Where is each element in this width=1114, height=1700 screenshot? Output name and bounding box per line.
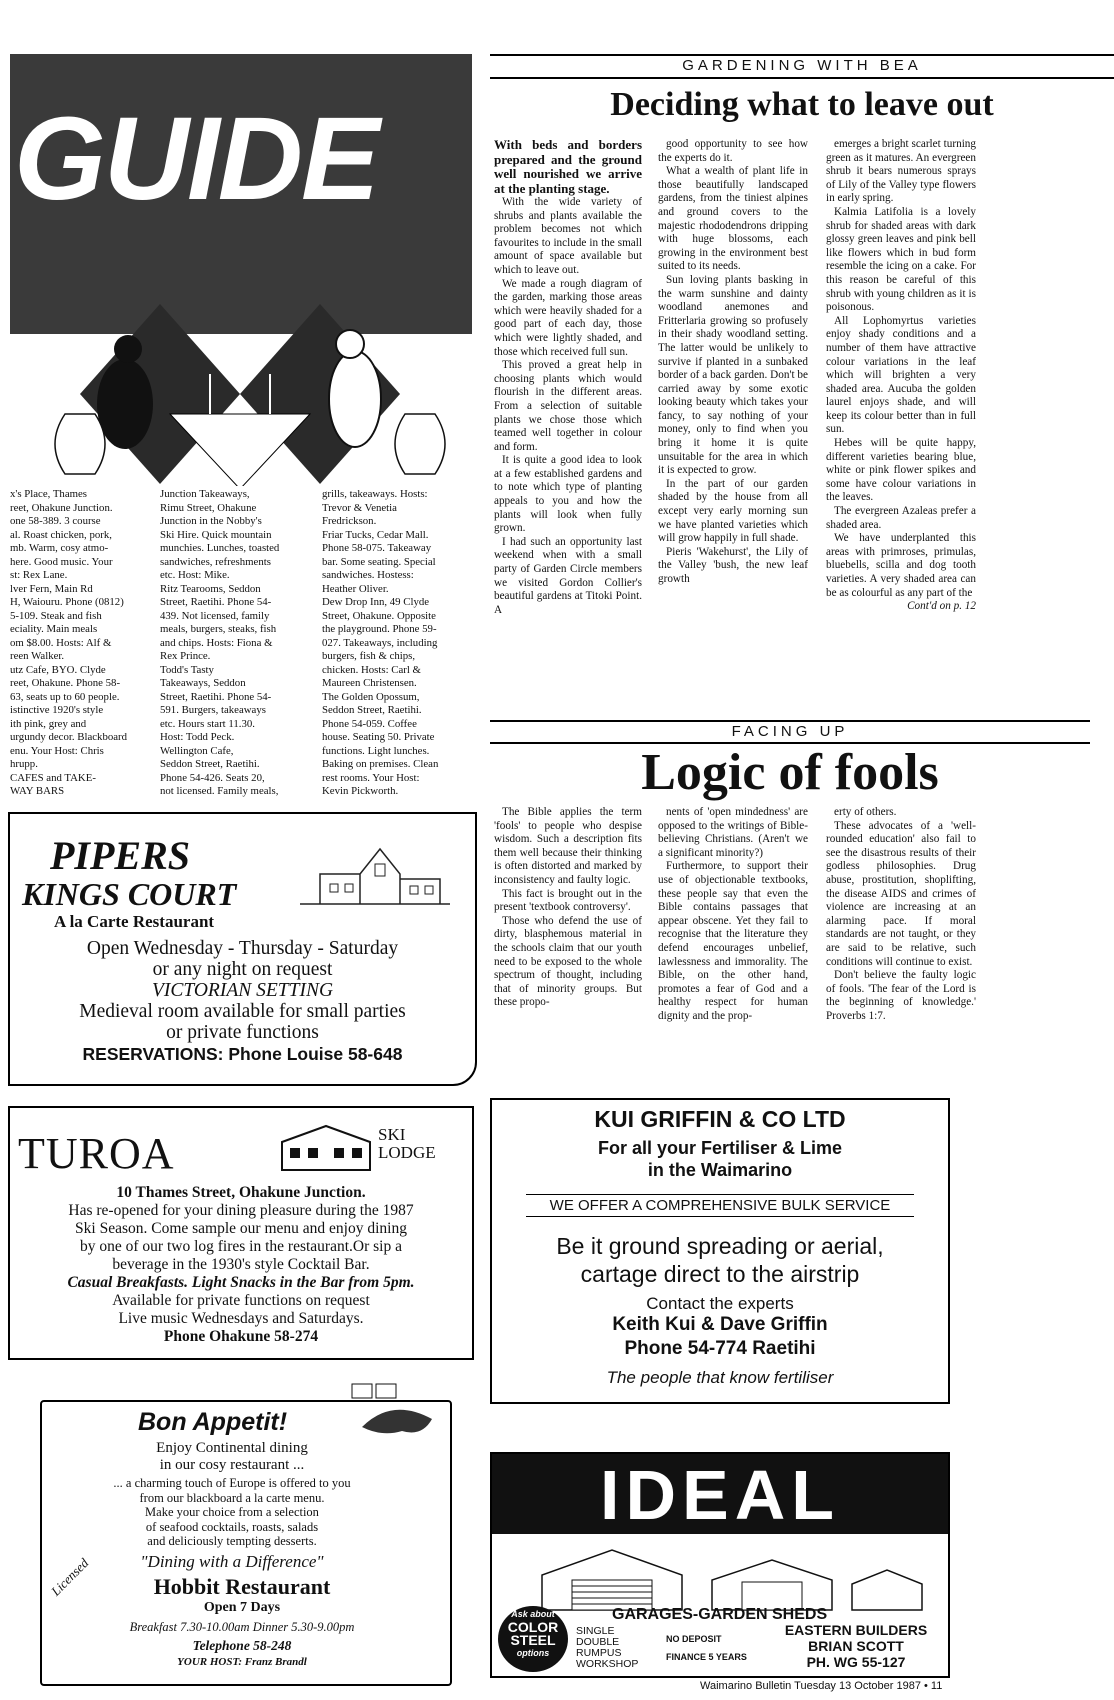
rule — [490, 54, 1114, 56]
guide-listing-line: 439. Not licensed, family — [160, 609, 270, 622]
facing-paragraph: Those who defend the use of dirty, blasphemous material in the schools claim that our youth need to be exposed to the whole spectrum of thought, including that of minority groups. But these propo- — [494, 914, 642, 1009]
guide-listing-line: Junction Takeaways, — [160, 488, 250, 500]
kui-name: KUI GRIFFIN & CO LTD — [594, 1106, 846, 1132]
pipers-line: VICTORIAN SETTING — [151, 980, 334, 1001]
guide-listing-line: Wellington Cafe, — [160, 744, 234, 757]
turoa-avail: Live music Wednesdays and Saturdays. — [118, 1310, 364, 1327]
guide-listing-line: CAFES and TAKE- — [10, 771, 96, 784]
ideal-finance: FINANCE 5 YEARS — [666, 1652, 747, 1662]
hobbit-heading: Bon Appetit! — [138, 1408, 288, 1436]
continued-note: Cont'd on p. 12 — [907, 600, 976, 613]
kui-names: Keith Kui & Dave Griffin — [612, 1314, 828, 1335]
gardening-paragraph: All Lophomyrtus varieties enjoy shady conditions and a number of them have attractive colour variations in the leaf which will brighten a very shaded area. Aucuba the golden laurel enjoys shade, and will keep its colour better than in full sun. — [826, 314, 976, 436]
facing-paragraph: Don't believe the faulty logic of fools. 'The fear of the Lord is the beginning of knowledge.' Proverbs 1:7. — [826, 969, 976, 1022]
guide-listing-line: al. Roast chicken, pork, — [10, 528, 112, 541]
pipers-line: Medieval room available for small parties — [79, 1001, 406, 1022]
gardening-paragraph: What a wealth of plant life in those beautifully landscaped gardens, from the tiniest alpines and ground covers to the majestic rhododendrons dripping with huge blossoms, each growing in the environment best suited to its needs. — [658, 165, 808, 273]
guide-listing-line: Friar Tucks, Cedar Mall. — [322, 528, 429, 541]
guide-listing-line: Phone 58-075. Takeaway — [322, 542, 432, 554]
gardening-paragraph: I had such an opportunity last weekend when with a small party of Garden Circle members we visited Gordon Collier's beautiful gardens at Titoki Point. A — [494, 535, 642, 616]
turoa-body-line: Has re-opened for your dining pleasure during the 1987 — [68, 1202, 414, 1219]
guide-listing-line: eciality. Main meals — [10, 623, 98, 635]
kui-slogan: The people that know fertiliser — [606, 1368, 834, 1387]
turoa-phone: Phone Ohakune 58-274 — [163, 1328, 319, 1345]
guide-listing-line: 027. Takeaways, including — [322, 636, 438, 649]
guide-listing-line: reet, Ohakune. Phone 58- — [10, 677, 121, 689]
guide-listing-line: and chips. Hosts: Fiona & — [160, 636, 273, 649]
guide-listing-line: Phone 54-426. Seats 20, — [160, 771, 265, 784]
guide-listing-line: 63, seats up to 60 people. — [10, 690, 120, 703]
guide-listing-line: utz Cafe, BYO. Clyde — [10, 663, 106, 676]
kings-court-name: KINGS COURT — [22, 876, 237, 912]
hobbit-name: Hobbit Restaurant — [153, 1574, 331, 1599]
ideal-ad — [490, 1452, 950, 1678]
rule — [490, 77, 1114, 79]
gardening-col-3 — [826, 138, 976, 614]
guide-listing-line: WAY BARS — [10, 785, 65, 797]
guide-listing-line: munchies. Lunches, toasted — [160, 542, 280, 554]
guide-listing-line: Rimu Street, Ohakune — [160, 501, 257, 514]
dining-illustration — [10, 264, 472, 486]
pipers-line: Open Wednesday - Thursday - Saturday — [86, 938, 399, 959]
facing-col-2 — [658, 806, 808, 1024]
gardening-col-1 — [494, 138, 642, 617]
turoa-name: TUROA — [18, 1129, 175, 1178]
turoa-address: 10 Thames Street, Ohakune Junction. — [116, 1184, 366, 1201]
hobbit-ad — [40, 1400, 452, 1686]
kui-sub: For all your Fertiliser & Lime — [597, 1138, 843, 1158]
gardening-paragraph: Sun loving plants basking in the warm sunshine and dainty woodland anemones and Fritterlaria growing so profusely in their shady woodland setting. The latter would be unlikely to survive if planted in a sunbaked border of a back garden. Don't be carried away by some exotic looking beauty which takes your fancy, to say nothing of your money, only to find when you bring it home it is quite unsuitable for the area in which it is expected to grow. — [658, 273, 808, 477]
guide-listing-line: Street, Raetihi. Phone 54- — [160, 690, 272, 703]
guide-listing-line: st: Rex Lane. — [10, 569, 68, 581]
facing-col-3 — [826, 806, 976, 1024]
guide-listing-line: reen Walker. — [10, 650, 65, 662]
lead: With beds and borders prepared and the ground well nourished we arrive at the planting stage. — [494, 137, 642, 196]
guide-listing-line: 591. Burgers, takeaways — [160, 704, 266, 716]
section-heading-gardening: GARDENING WITH BEA — [682, 57, 922, 74]
guide-listing-line: functions. Light lunches. — [322, 744, 430, 757]
guide-listing-line: Kevin Pickworth. — [322, 785, 399, 797]
badge-text: STEEL — [510, 1632, 556, 1648]
guide-listing-line: here. Good music. Your — [10, 555, 113, 568]
gardening-paragraph: We made a rough diagram of the garden, marking those areas which were heavily shaded for a good part of each day, those which were lightly shaded, and those which received full sun. — [494, 277, 642, 358]
lodge-icon — [278, 1122, 374, 1172]
guide-listing-line: istinctive 1920's style — [10, 704, 104, 716]
rule — [490, 720, 1090, 722]
guide-title: GUIDE — [14, 93, 378, 225]
guide-listing-line: urgundy decor. Blackboard — [10, 731, 128, 743]
ideal-type: RUMPUS — [576, 1647, 622, 1659]
facing-paragraph: erty of others. — [834, 806, 897, 818]
guide-listing-line: ith pink, grey and — [10, 717, 87, 730]
kui-sub: in the Waimarino — [647, 1160, 793, 1180]
kui-big-line: cartage direct to the airstrip — [580, 1261, 860, 1287]
gardening-col-2 — [658, 138, 808, 587]
gardening-paragraph: good opportunity to see how the experts do it. — [658, 138, 808, 164]
guide-listing-line: x's Place, Thames — [10, 488, 88, 500]
hobbit-line: and deliciously tempting desserts. — [147, 1534, 317, 1548]
gardening-paragraph: Pieris 'Wakehurst', the Lily of the Valley 'bush, the new leaf growth — [658, 545, 808, 585]
hobbit-line: Enjoy Continental dining — [156, 1440, 308, 1456]
guide-listing-line: Seddon Street, Raetihi. — [322, 704, 422, 716]
kui-griffin-ad — [490, 1098, 950, 1404]
guide-listing-line: Seddon Street, Raetihi. — [160, 758, 260, 770]
facing-paragraph: Furthermore, to support their use of objectionable textbooks, these people say that even the Bible contains passages that appear obscene. Yet they fail to recognise that the literature they defend encourages unbelief, lawlessness and immorality. The Bible, on the other hand, promotes a fear of God and a healthy respect for human dignity and the prop- — [658, 860, 808, 1022]
hobbit-line: in our cosy restaurant ... — [159, 1457, 305, 1473]
guide-listing-line: Ski Hire. Quick mountain — [160, 528, 272, 541]
pipers-sub: A la Carte Restaurant — [54, 912, 215, 931]
ideal-builders: EASTERN BUILDERS — [784, 1622, 928, 1638]
guide-listing-line: etc. Host: Mike. — [160, 569, 230, 581]
guide-listing-line: Fredrickson. — [322, 515, 377, 527]
guide-listing-line: one 58-389. 3 course — [10, 515, 101, 527]
guide-listing-line: rest rooms. Your Host: — [322, 771, 420, 784]
guide-listing-line: Takeaways, Seddon — [160, 677, 246, 689]
guide-listing-line: house. Seating 50. Private — [322, 731, 435, 743]
guide-listing-col-1 — [10, 488, 145, 799]
licensed-mark: Licensed — [48, 1555, 92, 1599]
hobbit-line: ... a charming touch of Europe is offered to you — [113, 1476, 351, 1490]
ideal-garages: GARAGES-GARDEN SHEDS — [612, 1606, 828, 1623]
guide-listing-line: Rex Prince. — [160, 650, 211, 662]
hobbit-host: YOUR HOST: Franz Brandl — [177, 1656, 307, 1668]
guide-listing-line: enu. Your Host: Chris — [10, 744, 104, 757]
kui-phone: Phone 54-774 Raetihi — [624, 1338, 816, 1359]
facing-paragraph: The Bible applies the term 'fools' to people who despise wisdom. Such a description fits them well because their thinking is often distorted and marked by inconsistency and faulty logic. — [494, 806, 642, 886]
badge-text: COLOR — [507, 1619, 559, 1635]
facing-paragraph: nents of 'open mindedness' are opposed to the writings of Bible-believing Christians. (Aren't we a significant minority?) — [658, 806, 808, 859]
turoa-avail: Available for private functions on request — [112, 1292, 370, 1309]
guide-banner — [10, 54, 472, 486]
ideal-type: SINGLE — [576, 1625, 615, 1637]
turoa-ad — [8, 1106, 474, 1360]
guide-listing-line: Trevor & Venetia — [322, 501, 397, 514]
gardening-paragraph: emerges a bright scarlet turning green as it matures. An evergreen shrub it bears numerous sprays of Lily of the Valley type flowers in early spring. — [826, 138, 976, 205]
guide-listing-line: mb. Warm, cosy atmo- — [10, 542, 109, 554]
croissant-icon — [342, 1382, 447, 1442]
guide-listing-line: not licensed. Family meals, — [160, 785, 279, 797]
badge-text: options — [516, 1648, 550, 1658]
turoa-ski: SKI — [378, 1125, 406, 1144]
kui-big-line: Be it ground spreading or aerial, — [556, 1233, 884, 1259]
ideal-logo: IDEAL — [600, 1456, 840, 1534]
hobbit-phone: Telephone 58-248 — [192, 1638, 292, 1653]
pipers-ad — [8, 812, 477, 1086]
hobbit-slogan: "Dining with a Difference" — [140, 1552, 324, 1571]
guide-listing-line: burgers, fish & chips, — [322, 650, 416, 662]
guide-listing-line: The Golden Opossum, — [322, 690, 420, 703]
guide-listing-col-2 — [160, 488, 300, 799]
guide-listing-line: meals, burgers, steaks, fish — [160, 623, 277, 635]
guide-listing-line: Phone 54-059. Coffee — [322, 717, 417, 730]
gardening-paragraph: This proved a great help in choosing plants which would flourish in the different areas. From a selection of suitable plants we chose those which teamed well together in colour and form. — [494, 359, 642, 453]
gardening-paragraph: It is quite a good idea to look at a few established gardens and to note which type of planting appeals to you and how the plants will look when fully grown. — [494, 454, 642, 535]
turoa-body-line: beverage in the 1930's style Cocktail Bar. — [112, 1256, 370, 1273]
guide-listing-line: Baking on premises. Clean — [322, 758, 439, 770]
article-title-gardening: Deciding what to leave out — [610, 86, 994, 123]
guide-listing-line: the playground. Phone 59- — [322, 623, 437, 635]
turoa-body-line: by one of our two log fires in the restaurant.Or sip a — [80, 1238, 402, 1255]
pipers-name: PIPERS — [50, 833, 191, 878]
guide-listing-line: grills, takeaways. Hosts: — [322, 488, 428, 500]
guide-listing-line: Street, Ohakune. Opposite — [322, 609, 436, 622]
guide-listing-line: etc. Hours start 11.30. — [160, 717, 255, 730]
guide-listing-line: reet, Ohakune Junction. — [10, 501, 113, 514]
turoa-casual: Casual Breakfasts. Light Snacks in the Bar from 5pm. — [67, 1274, 415, 1291]
gardening-paragraph: With the wide variety of shrubs and plants available the problem becomes not which favourites to include in the small amount of space available but which to leave out. — [494, 196, 642, 276]
hobbit-line: from our blackboard a la carte menu. — [139, 1490, 325, 1505]
gardening-paragraph: Kalmia Latifolia is a lovely shrub for shaded areas with dark glossy green leaves and pink bell like flowers which in bud form resemble the icing on a cake. For this reason be careful of this shrub with young children as it is poisonous. — [826, 205, 976, 314]
badge-text: Ask about — [511, 1609, 555, 1619]
pipers-line: or any night on request — [152, 959, 333, 980]
guide-listing-line: sandwiches. Hostess: — [322, 569, 414, 581]
gardening-paragraph: Hebes will be quite happy, different varieties bearing blue, white or pink flower spikes and some have colour variations in the leaves. — [826, 437, 976, 504]
guide-listing-line: H, Waiouru. Phone (0812) — [10, 596, 124, 608]
guide-listing-line: Junction in the Nobby's — [160, 515, 262, 527]
ideal-type: WORKSHOP — [576, 1658, 639, 1670]
pipers-reservations: RESERVATIONS: Phone Louise 58-648 — [82, 1044, 403, 1064]
ideal-deposit: NO DEPOSIT — [666, 1634, 722, 1644]
hobbit-open: Open 7 Days — [203, 1600, 281, 1615]
ideal-type: DOUBLE — [576, 1636, 620, 1648]
guide-listing-line: Host: Todd Peck. — [160, 731, 235, 743]
guide-listing-line: bar. Some seating. Special — [322, 555, 436, 568]
guide-listing-col-3 — [322, 488, 472, 799]
gardening-paragraph: The evergreen Azaleas prefer a shaded area. — [826, 505, 976, 531]
guide-listing-line: om $8.00. Hosts: Alf & — [10, 636, 112, 649]
building-illustration — [290, 834, 460, 914]
hobbit-line: Make your choice from a selection — [145, 1505, 319, 1519]
guide-listing-line: sandwiches, refreshments — [160, 555, 271, 568]
guide-listing-line: Street, Raetihi. Phone 54- — [160, 596, 272, 608]
gardening-paragraph: We have underplanted this areas with primroses, primulas, bluebells, scilla and dog tooth varieties. A very shaded area can be as colourful as any part of the — [826, 532, 976, 599]
kui-bulk: WE OFFER A COMPREHENSIVE BULK SERVICE — [526, 1194, 914, 1217]
hobbit-hours: Breakfast 7.30-10.00am Dinner 5.30-9.00pm — [129, 1620, 355, 1634]
guide-listing-line: Ritz Tearooms, Seddon — [160, 582, 261, 595]
hobbit-line: of seafood cocktails, roasts, salads — [145, 1519, 319, 1534]
page-footer: Waimarino Bulletin Tuesday 13 October 1987 • 11 — [700, 1680, 943, 1692]
guide-listing-line: Dew Drop Inn, 49 Clyde — [322, 596, 430, 608]
turoa-lodge: LODGE — [378, 1143, 436, 1162]
guide-listing-line: 5-109. Steak and fish — [10, 609, 102, 622]
guide-listing-line: Todd's Tasty — [160, 663, 214, 676]
gardening-paragraph: In the part of our garden shaded by the house from all except very early morning sun we have planted varieties which will grow happily in full shade. — [658, 477, 808, 545]
color-steel-badge — [498, 1606, 568, 1672]
ideal-person: BRIAN SCOTT — [808, 1638, 904, 1654]
facing-paragraph: These advocates of a 'well-rounded education' also fail to see the disastrous results of their godless philosophies. Drug abuse, prostitution, shoplifting, the disease AIDS and crimes of violence are increasing at an alarming pace. If moral standards are not taught, or they are said to be relative, such conditions will continue to exist. — [826, 819, 976, 968]
kui-contact: Contact the experts — [646, 1294, 794, 1313]
ideal-phone: PH. WG 55-127 — [806, 1654, 906, 1670]
turoa-body-line: Ski Season. Come sample our menu and enjoy dining — [75, 1220, 407, 1237]
guide-listing-line: lver Fern, Main Rd — [10, 582, 93, 595]
guide-listing-line: Maureen Christensen. — [322, 677, 417, 689]
facing-col-1 — [494, 806, 642, 1010]
guide-listing-line: hrupp. — [10, 758, 38, 770]
pipers-line: or private functions — [166, 1022, 319, 1043]
section-heading-facing-up: FACING UP — [731, 723, 849, 740]
guide-listing-line: Heather Oliver. — [322, 582, 389, 595]
facing-paragraph: This fact is brought out in the present 'textbook controversy'. — [494, 887, 642, 914]
guide-listing-line: chicken. Hosts: Carl & — [322, 663, 421, 676]
article-title-facing-up: Logic of fools — [641, 744, 939, 801]
